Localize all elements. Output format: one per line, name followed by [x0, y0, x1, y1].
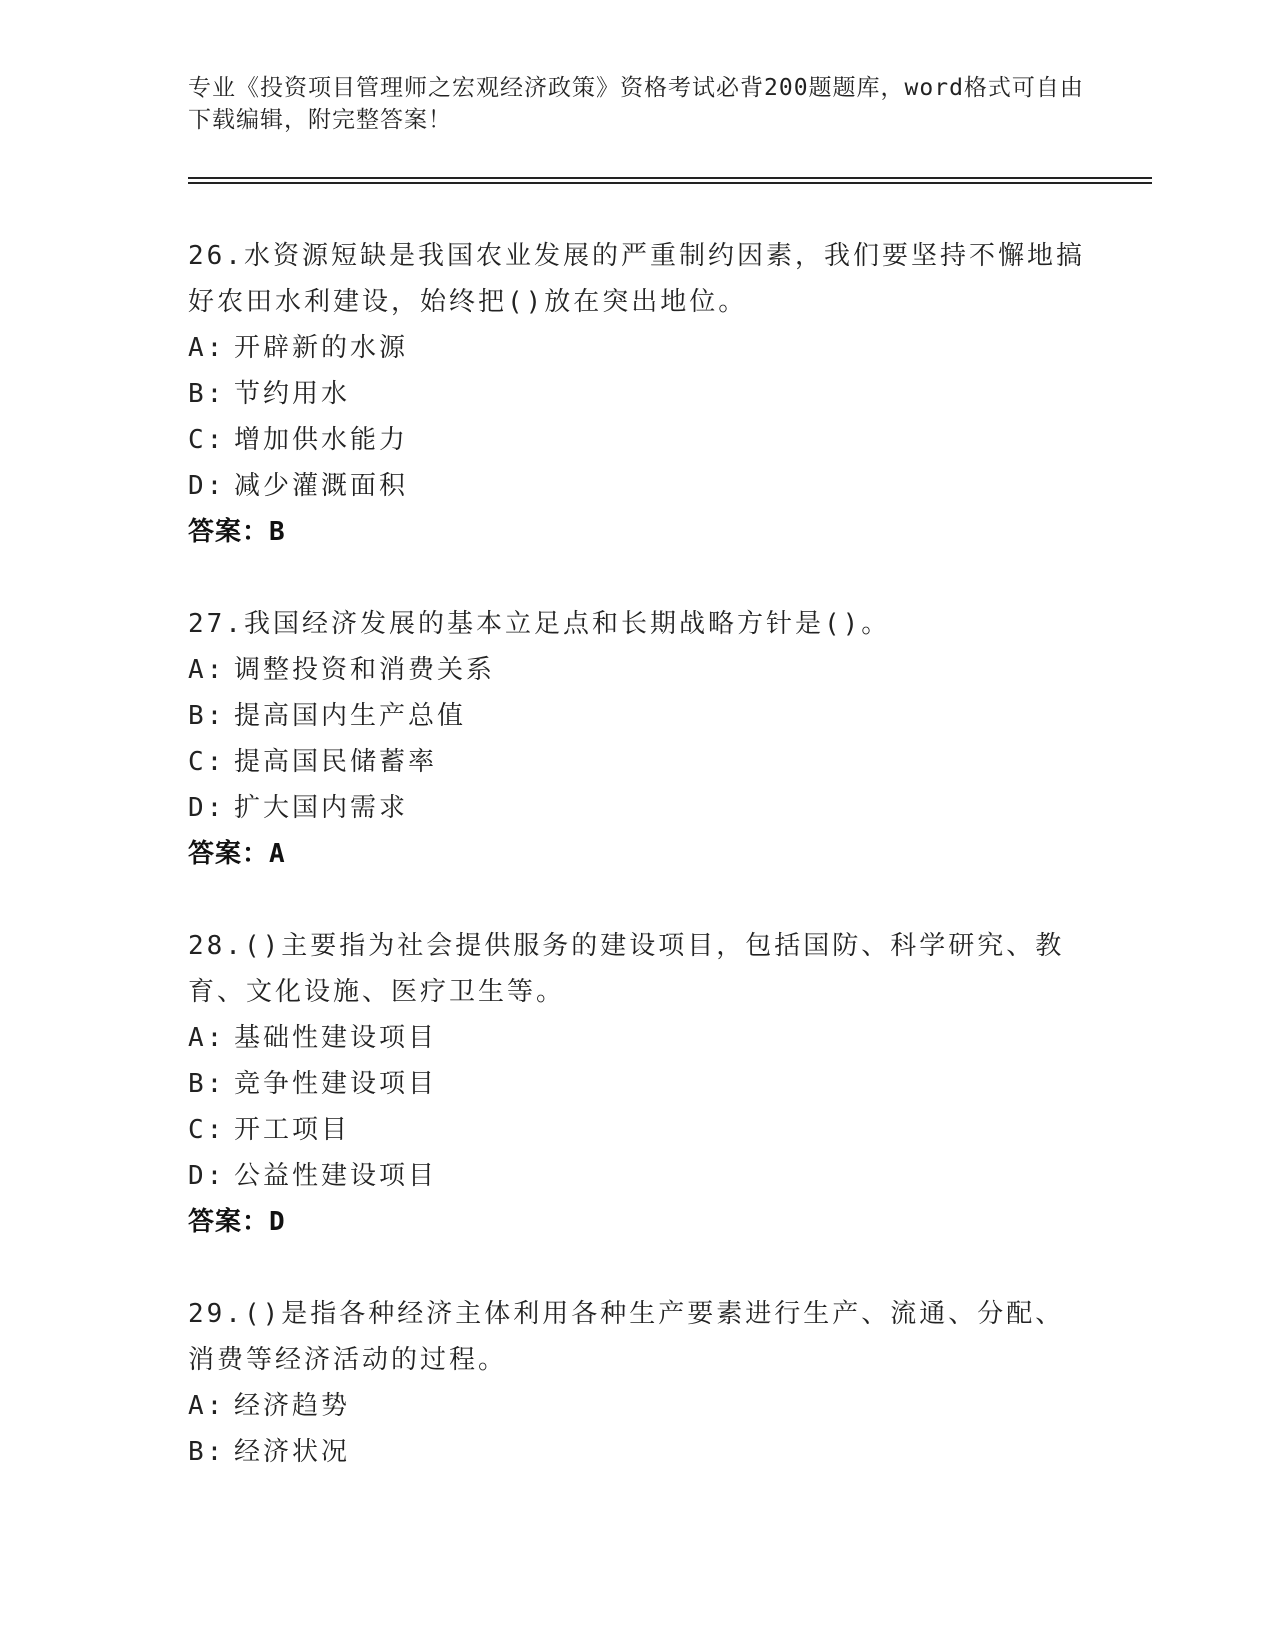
question-stem: 26.水资源短缺是我国农业发展的严重制约因素，我们要坚持不懈地搞好农田水利建设，始终把()放在突出地位。 [188, 241, 1085, 317]
option-text: 扩大国内需求 [234, 793, 409, 823]
option-key: A: [188, 1391, 226, 1421]
question-stem: 29.()是指各种经济主体利用各种生产要素进行生产、流通、分配、消费等经济活动的过程。 [188, 1299, 1065, 1375]
option-text: 开工项目 [234, 1115, 351, 1145]
question-26 [188, 233, 1088, 555]
option-text: 开辟新的水源 [234, 333, 409, 363]
answer-line: 答案：D [188, 1207, 286, 1237]
option-text: 经济状况 [234, 1437, 351, 1467]
option-text: 提高国民储蓄率 [234, 747, 438, 777]
answer-line: 答案：A [188, 839, 286, 869]
option-key: C: [188, 425, 226, 455]
question-stem: 28.()主要指为社会提供服务的建设项目，包括国防、科学研究、教育、文化设施、医疗卫生等。 [188, 931, 1065, 1007]
option-text: 提高国内生产总值 [234, 701, 467, 731]
option-c [188, 1107, 1088, 1153]
option-text: 减少灌溉面积 [234, 471, 409, 501]
option-d [188, 785, 1088, 831]
option-key: D: [188, 793, 226, 823]
option-b [188, 371, 1088, 417]
question-28 [188, 923, 1088, 1245]
header-divider-bottom [188, 182, 1152, 184]
option-key: D: [188, 471, 226, 501]
option-key: A: [188, 333, 226, 363]
question-27 [188, 601, 1088, 877]
option-b [188, 693, 1088, 739]
option-text: 竞争性建设项目 [234, 1069, 438, 1099]
question-stem: 27.我国经济发展的基本立足点和长期战略方针是()。 [188, 609, 891, 639]
option-key: A: [188, 655, 226, 685]
option-key: B: [188, 1437, 226, 1467]
option-key: C: [188, 747, 226, 777]
option-key: C: [188, 1115, 226, 1145]
option-b [188, 1429, 1088, 1475]
option-a [188, 1383, 1088, 1429]
option-text: 经济趋势 [234, 1391, 351, 1421]
question-29 [188, 1291, 1088, 1475]
option-text: 公益性建设项目 [234, 1161, 438, 1191]
option-a [188, 647, 1088, 693]
option-d [188, 463, 1088, 509]
option-key: B: [188, 701, 226, 731]
option-key: A: [188, 1023, 226, 1053]
option-key: D: [188, 1161, 226, 1191]
option-b [188, 1061, 1088, 1107]
header-divider-top [188, 177, 1152, 179]
option-text: 增加供水能力 [234, 425, 409, 455]
option-a [188, 325, 1088, 371]
option-key: B: [188, 1069, 226, 1099]
option-text: 基础性建设项目 [234, 1023, 438, 1053]
answer-line: 答案：B [188, 517, 286, 547]
document-header: 专业《投资项目管理师之宏观经济政策》资格考试必背200题题库，word格式可自由下载编辑，附完整答案！ [188, 75, 1084, 133]
option-c [188, 417, 1088, 463]
option-key: B: [188, 379, 226, 409]
option-text: 节约用水 [234, 379, 351, 409]
option-text: 调整投资和消费关系 [234, 655, 496, 685]
option-a [188, 1015, 1088, 1061]
option-c [188, 739, 1088, 785]
option-d [188, 1153, 1088, 1199]
